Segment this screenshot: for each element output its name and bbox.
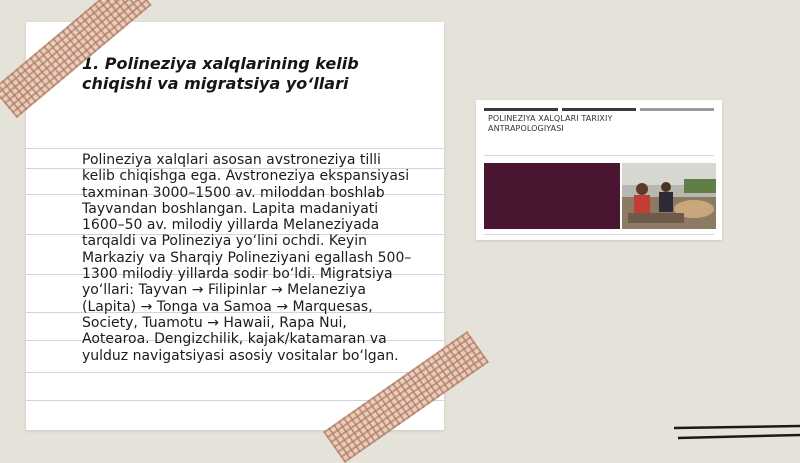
thumbnail-color-block [484,163,620,229]
thumbnail-bar [484,108,558,111]
slide-thumbnail[interactable] [476,100,722,240]
thumbnail-title: POLINEZIYA XALQLARI TARIXIY ANTRAPOLOGIYASI [488,114,613,133]
slide-card [26,22,444,430]
thumbnail-bar [640,108,714,111]
decorative-lines [674,420,800,450]
ruled-line [26,148,444,149]
thumbnail-rule [484,234,714,235]
slide-body-text: Polineziya xalqlari asosan avstroneziya tilli kelib chiqishga ega. Avstroneziya ekspansiyasi taxminan 3000–1500 av. miloddan boshlab Tayvandan boshlangan. Lapita madaniyati 1600–50 av. milodiy yillarda Melaneziyada tarqaldi va Polineziya yo‘lini ochdi. Keyin Markaziy va Sharqiy Polineziyani egallash 500–1300 milodiy yillarda sodir bo‘ldi. Migratsiya yo‘llari: Tayvan → Filipinlar → Melaneziya (Lapita) → Tonga va Samoa → Marquesas, Society, Tuamotu → Hawaii, Rapa Nui, Aotearoa. Dengizchilik, kajak/katamaran va yulduz navigatsiyasi asosiy vositalar bo‘lgan. [82,152,412,364]
thumbnail-bar [562,108,636,111]
thumbnail-rule [484,155,714,156]
ruled-line [26,372,444,373]
thumbnail-photo [622,163,716,229]
slide-title: 1. Polineziya xalqlarining kelib chiqishi va migratsiya yo‘llari [82,54,359,93]
